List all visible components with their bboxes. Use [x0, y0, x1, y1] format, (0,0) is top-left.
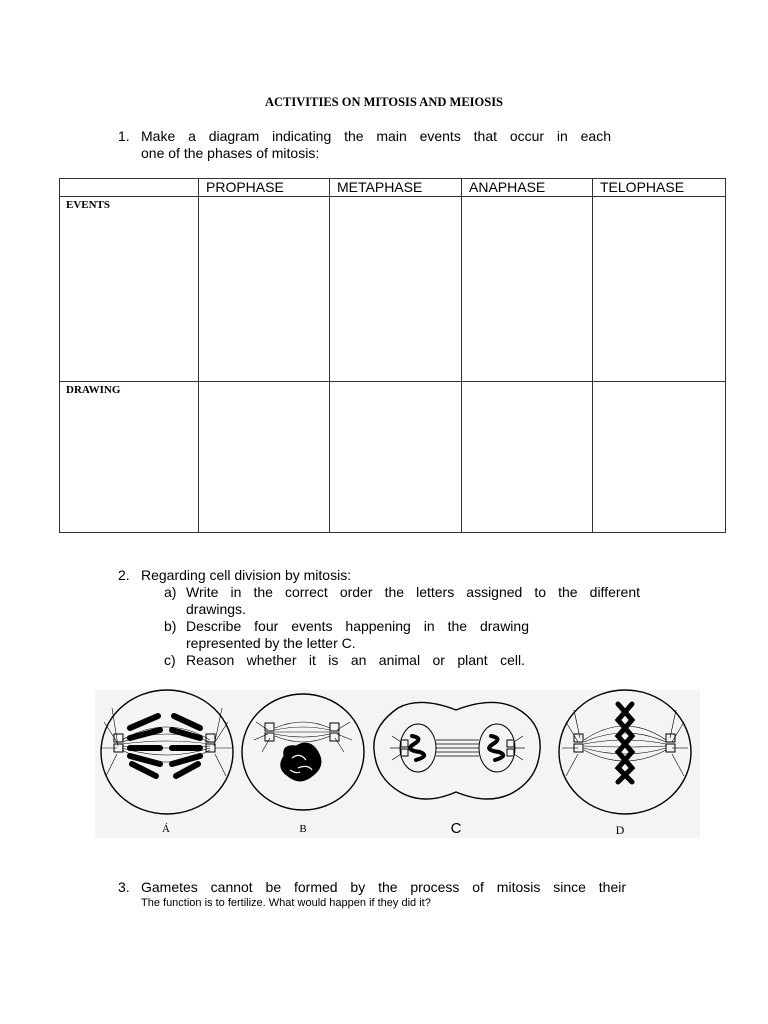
item-a-line2: drawings.: [186, 601, 246, 617]
question-2-number: 2.: [118, 567, 130, 583]
item-c-marker: c): [164, 652, 176, 668]
item-a-line1: Write in the correct order the letters assigned to the different: [186, 584, 640, 600]
cell-a-drawing: [100, 690, 233, 814]
question-3-line2: The function is to fertilize. What would happen if they did it?: [141, 897, 431, 909]
question-3-line1: Gametes cannot be formed by the process of mitosis since their: [141, 879, 626, 895]
table-header-telophase: TELOPHASE: [593, 179, 726, 197]
figure-label-d: D: [615, 823, 625, 837]
row-label-drawing: DRAWING: [60, 382, 199, 533]
table-header-metaphase: METAPHASE: [330, 179, 462, 197]
row-label-events: EVENTS: [60, 197, 199, 382]
table-header-prophase: PROPHASE: [199, 179, 330, 197]
item-b-line1: Describe four events happening in the drawing: [186, 618, 529, 634]
question-1-line1: Make a diagram indicating the main events that occur in each: [141, 128, 611, 144]
item-a-marker: a): [164, 584, 177, 600]
question-1-number: 1.: [118, 128, 130, 144]
item-b-line2: represented by the letter C.: [186, 635, 356, 651]
cell-c-drawing: [374, 702, 540, 799]
item-b-marker: b): [164, 618, 177, 634]
question-2-heading: Regarding cell division by mitosis:: [141, 567, 352, 583]
page-title: ACTIVITIES ON MITOSIS AND MEIOSIS: [264, 95, 504, 109]
figure-label-b: B: [299, 823, 307, 835]
figure-label-a: Á: [162, 823, 170, 835]
question-1-line2: one of the phases of mitosis:: [141, 145, 320, 161]
cell-d-drawing: [559, 690, 691, 814]
figure-label-c: C: [450, 820, 462, 837]
item-c-line1: Reason whether it is an animal or plant cell.: [186, 652, 525, 668]
table-header-anaphase: ANAPHASE: [462, 179, 593, 197]
question-3-number: 3.: [118, 879, 130, 895]
cell-b-drawing: [242, 694, 364, 810]
